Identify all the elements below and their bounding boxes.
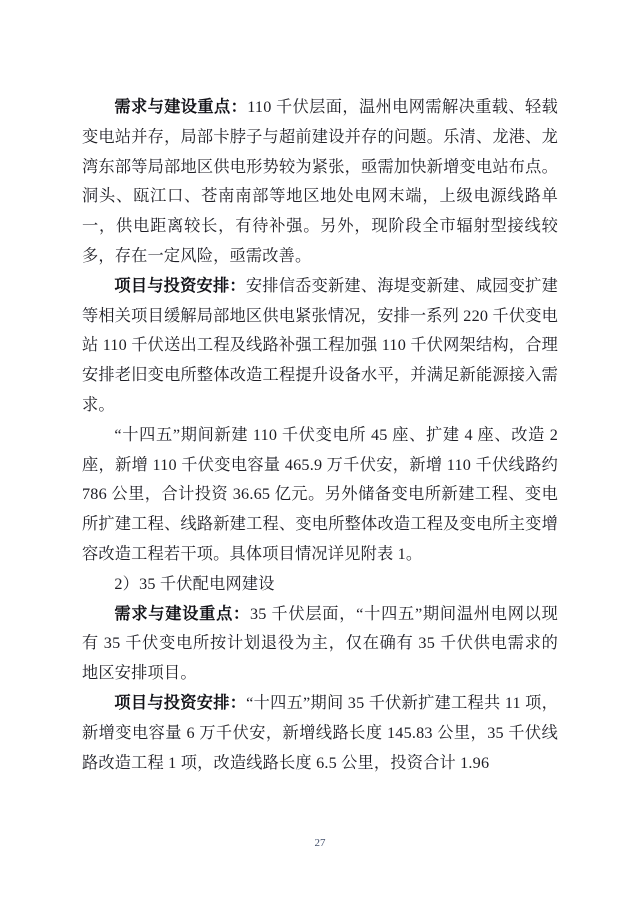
paragraph-lead-projects-and-investment: 项目与投资安排： [114, 276, 246, 295]
paragraph-text: 35 千伏层面，“十四五”期间温州电网以现有 35 千伏变电所按计划退役为主，仅在确有 35 千伏供电需求的地区安排项目。 [82, 604, 558, 683]
paragraph-lead-needs-and-key-points: 需求与建设重点： [114, 604, 251, 623]
subheading-text: 2）35 千伏配电网建设 [114, 574, 275, 593]
paragraph-lead-projects-and-investment: 项目与投资安排： [114, 693, 247, 712]
subheading-35kv-distribution-grid [82, 570, 558, 600]
paragraph-text: 110 千伏层面，温州电网需解决重载、轻载变电站并存，局部卡脖子与超前建设并存的问题。乐清、龙港、龙湾东部等局部地区供电形势较为紧张，亟需加快新增变电站布点。洞头、瓯江口、苍南南部等地区地处电网末端，上级电源线路单一，供电距离较长，有待补强。另外，现阶段全市辐射型接线较多，存在一定风险，亟需改善。 [82, 98, 558, 265]
document-body [82, 93, 558, 778]
paragraph-110kv-statistics [82, 421, 558, 570]
paragraph-text: “十四五”期间 35 千伏新扩建工程共 11 项，新增变电容量 6 万千伏安，新增线路长度 145.83 公里，35 千伏线路改造工程 1 项，改造线路长度 6.5 公里，投资合计 1.96 [82, 693, 558, 772]
paragraph-lead-needs-and-key-points: 需求与建设重点： [114, 98, 248, 116]
paragraph-35kv-projects [82, 689, 558, 778]
paragraph-110kv-needs [82, 93, 558, 272]
paragraph-text: 安排信岙变新建、海堤变新建、咸园变扩建等相关项目缓解局部地区供电紧张情况，安排一系列 220 千伏变电站 110 千伏送出工程及线路补强工程加强 110 千伏网架结构，合理安排老旧变电所整体改造工程提升设备水平，并满足新能源接入需求。 [82, 276, 558, 414]
page-footer [0, 833, 640, 851]
paragraph-110kv-projects [82, 272, 558, 421]
page-number: 27 [314, 837, 326, 849]
paragraph-35kv-needs [82, 600, 558, 689]
paragraph-text: “十四五”期间新建 110 千伏变电所 45 座、扩建 4 座、改造 2 座，新增 110 千伏变电容量 465.9 万千伏安，新增 110 千伏线路约 786 公里，合计投资 36.65 亿元。另外储备变电所新建工程、变电所扩建工程、线路新建工程、变电所整体改造工程及变电所主变增容改造工程若干项。具体项目情况详见附表 1。 [82, 425, 558, 563]
